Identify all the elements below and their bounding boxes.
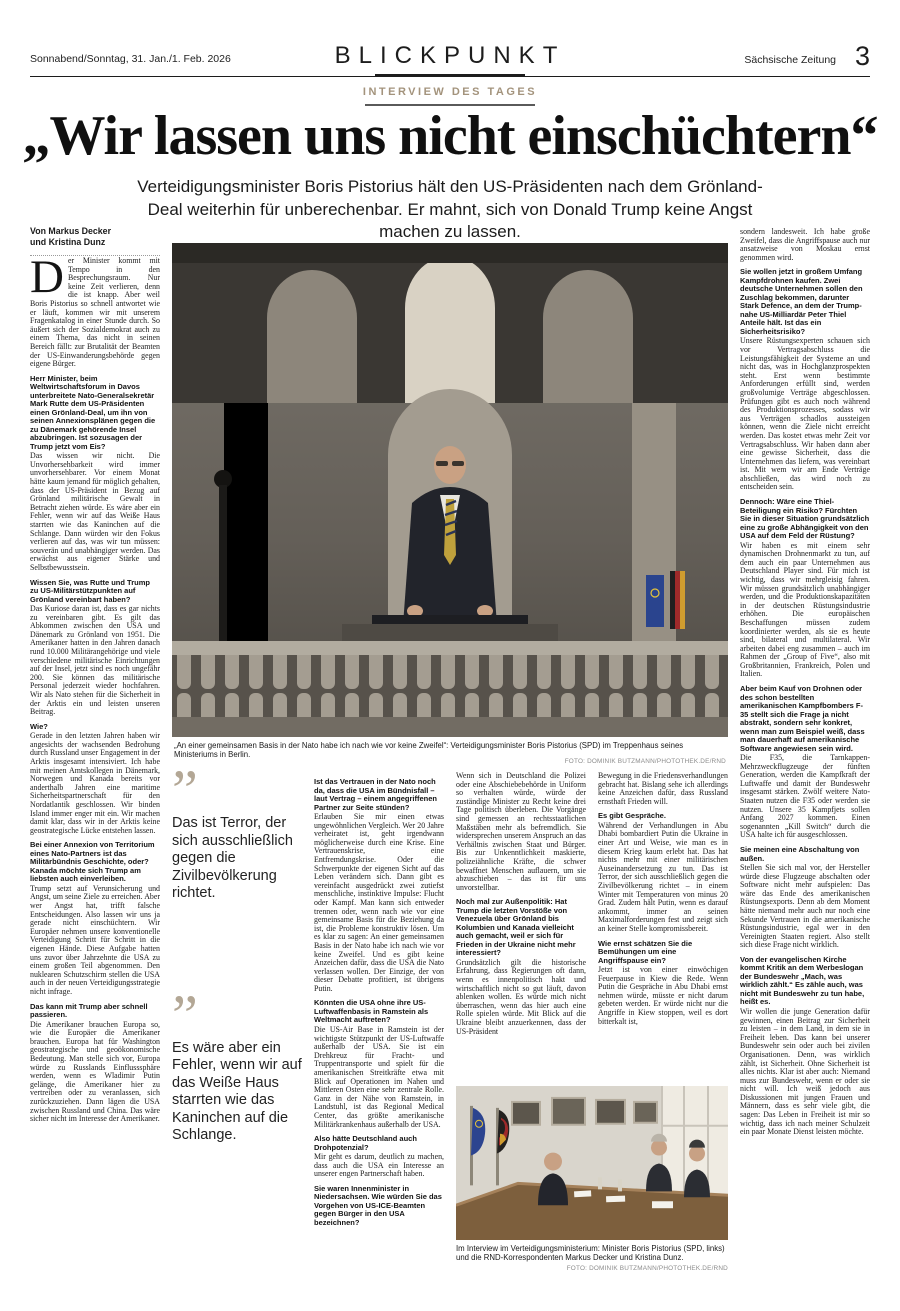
interview-answer: Trump setzt auf Verunsicherung und Angst, um seine Ziele zu erreichen. Aber wer Angst hat, trifft falsche Entscheidungen. Also lassen wir uns ja gerade nicht einschüchtern. Wir Europäer nehmen unsere konventionelle Verteidigung Schritt für Schritt in die eigenen Hände. Diese Aufgabe hatten uns zuvor über Jahrzehnte die USA zu einem großen Teil abgenommen. Den nuklearen Schutzschirm stellen die USA auch in der neuen Verteidigungsstrategie nicht infrage. [30,883,160,996]
interview-question: Sie waren Innenminister in Niedersachsen. Wie würden Sie das Vorgehen von US-ICE-Beamten gegen Bürger in den USA bezeichnen? [314,1183,442,1227]
article-column-5 [598,772,728,1078]
interview-answer: Jetzt ist von einer einwöchigen Feuerpause in Kiew die Rede. Wenn Putin die Gespräche in Abu Dhabi ernst nehmen würde, müsste er nicht darum gebeten werden. Er würde nicht nur die Angriffe in Kiew stoppen, weil es dort bitterkalt ist, [598,965,728,1026]
meeting-photo [456,1086,728,1240]
section-title: BLICKPUNKT [334,42,566,69]
balusters [172,655,728,717]
pullquote-1 [172,758,306,903]
eu-flag [646,575,664,627]
interview-question: Wissen Sie, was Rutte und Trump zu US-Militärstützpunkten auf Grönland vereinbart haben? [30,577,150,604]
kicker: INTERVIEW DES TAGES [362,86,538,98]
pullquote-column [172,758,306,1304]
article-column-6 [740,228,870,1306]
interview-question: Noch mal zur Außenpolitik: Hat Trump die letzten Vorstöße von Venezuela über Grönland bis Kolumbien und Kanada vielleicht auch gemacht, weil er sich für Frieden in der Ukraine nicht mehr interessiert? [456,897,576,958]
interview-answer: Gerade in den letzten Jahren haben wir angesichts der wachsenden Bedrohung durch Russland unser Engagement in der Arktis insgesamt intensiviert. Ich habe mit meinen Amtskollegen in Dänemark, Norwegen und Kanada bereits vor anderthalb Jahren eine maritime Sicherheitspartnerschaft für den Nordatlantik geschlossen. Wir binden Island immer enger mit ein. Wir machen damit klar, dass wir in der Arktis keine geostrategische Lücke entstehen lassen. [30,731,160,835]
interview-answer: Stellen Sie sich mal vor, der Hersteller würde diese Flugzeuge abschalten oder Software nicht mehr aufspielen: Das wäre das Ende des amerikanischen Rüstungsexports. Denn ab dem Moment hätte niemand mehr auch nur noch eine Sekunde Vertrauen in die amerikanische Rüstungsindustrie, egal wer in den Vereinigten Staaten regiert. Also stellt sich diese Frage nicht wirklich. [740,863,870,950]
photo-credit: FOTO: DOMINIK BUTZMANN/PHOTOTHEK.DE/RND [564,757,726,765]
interview-answer: Die US-Air Base in Ramstein ist der wichtigste Stützpunkt der US-Luftwaffe außerhalb der USA. Sie ist ein Drehkreuz für Fracht- und Truppentransporte und spielt für die amerikanischen Streitkräfte etwa mit Blick auf Operationen im Nahen und Mittleren Osten eine sehr zentrale Rolle. Ganz in der Nähe von Ramstein, in Landstuhl, ist das Regional Medical Center, das größte amerikanische Militärkrankenhaus außerhalb der USA. [314,1024,444,1129]
interview-answer: Grundsätzlich gilt die historische Erfahrung, dass Regierungen oft dann, wenn es innenpolitisch hakt und wirtschaftlich nicht so gut läuft, davon ablenken wollen. Es würde mich nicht überraschen, wenn das hier auch eine Rolle spielen würde. Mit Blick auf die Ukraine bleibt anzuerkennen, dass der US-Präsident [456,957,586,1036]
article-column-3 [314,772,444,1306]
byline-line1: Von Markus Decker [30,226,111,236]
photo-credit: FOTO: DOMINIK BUTZMANN/PHOTOTHEK.DE/RND [566,1264,728,1272]
meeting-photo-caption [456,1244,728,1273]
interview-answer: Die F35, die Tarnkappen-Mehrzweckflugzeuge der fünften Generation, werden die Kampfkraft der Luftwaffe und damit der Bundeswehr insgesamt stärken. Zwölf weitere Nato-Staaten nutzen die F35 oder werden sie nutzen. Unsere 35 Kampfjets sollen Anfang 2027 kommen. Einen sogenannten „Kill Switch“ durch die USA halte ich für ausgeschlossen. [740,753,870,840]
interview-question: Das kann mit Trump aber schnell passieren. [30,1001,148,1020]
byline [30,226,160,256]
interview-question: Könnten die USA ohne ihre US-Luftwaffenbasis in Ramstein als Weltmacht auftreten? [314,998,429,1025]
interview-question: Ist das Vertrauen in der Nato noch da, dass die USA im Bündnisfall – laut Vertrag – einem angegriffenen Partner zur Seite stünden? [314,777,437,812]
interview-answer: Erlauben Sie mir einen etwas ungewöhnlichen Vergleich. Wer 20 Jahre verheiratet ist, geht irgendwann möglicherweise durch eine Krise. Eine Vertrauenskrise, eine Entfremdungskrise. Oder die Schwerpunkte der eigenen Sicht auf das Leben verändern sich. Dann gibt es vereinfacht ausgedrückt zwei zutiefst menschliche, instinktive Impulse: Flucht oder Kampf. Man kann sich entweder trennen oder, wenn nach wie vor eine gemeinsame Basis für die Beziehung da ist, die Probleme konstruktiv lösen. Um es klar zu sagen: An einer gemeinsamen Basis in der Nato habe ich nach wie vor keine Zweifel. Und es gibt keine Anzeichen dafür, dass die USA die Nato verlassen wollen. Der Einzige, der von dieser Debatte profitiert, ist übrigens Putin. [314,812,444,993]
interview-answer: Mir geht es darum, deutlich zu machen, dass auch die USA ein Interesse an unserer engen Partnerschaft haben. [314,1152,444,1179]
interview-question: Herr Minister, beim Weltwirtschaftsforum in Davos unterbreitete Nato-Generalsekretär Mark Rutte dem US-Präsidenten einen Grönland-Deal, um ihn von seinen Annexionsplänen gegen die zu Dänemark gehörende Insel abzubringen. Ist sozusagen der Trump jetzt vom Eis? [30,373,156,451]
interview-question: Wie? [30,721,48,731]
headline: „Wir lassen uns nicht einschüchtern“ [22,105,878,167]
header-rule-accent [375,74,525,77]
interview-question: Von der evangelischen Kirche kommt Kritik an dem Werbeslogan der Bundeswehr „Mach, was wirklich zählt.“ Es zähle auch, was nicht mit Bundeswehr zu tun habe, heißt es. [740,954,865,1007]
interview-answer: Bewegung in die Friedensverhandlungen gebracht hat. Bislang sehe ich allerdings keine Anzeichen dafür, dass Russland ernsthaft Frieden will. [598,772,728,806]
interview-question: Aber beim Kauf von Drohnen oder des schon bestellten amerikanischen Kampfbombers F-35 stellt sich die Frage ja nicht abstrakt, sondern sehr konkret, wenn man zum Beispiel weiß, dass man dauerhaft auf amerikanische Software angewiesen sein wird. [740,684,865,753]
main-photo-caption [174,741,726,767]
article-column-1 [30,257,160,1305]
wall-pictures [512,1098,657,1125]
interview-question: Also hätte Deutschland auch Drohpotenzial? [314,1134,417,1152]
german-flag [670,571,675,629]
stairwell-photo-illustration [172,243,728,737]
interview-answer: Die Amerikaner brauchen Europa so, wie die Europäer die Amerikaner brauchen. Europa hat für Washington geostrategische und geoökonomische Bedeutung. Man stelle sich vor, Europa würde zu Russlands Einflusssphäre werden, wenn es Wladimir Putin gelänge, die Amerikaner hier zu vertreiben oder zu veranlassen, sich zurückzuziehen. Dann lägen die USA zwischen Russland und China. Das wäre sicher nicht im Interesse der Amerikaner. [30,1019,160,1124]
interview-question: Bei einer Annexion von Territorium eines Nato-Partners ist das Militärbündnis Geschichte, oder? Kanada möchte sich Trump am liebsten auch einverleiben. [30,840,155,884]
interview-answer: Wir haben es mit einem sehr dynamischen Drohnenmarkt zu tun, auf dem auch ein paar Unternehmen aus Deutschland Player sind. Für mich ist wichtig, dass wir mehrgleisig fahren. Wir müssen grundsätzlich unabhängiger werden, und die Produktionskapazitäten in der deutschen Rüstungsindustrie erhöhen. Die europäischen Beschaffungen müssen zudem koordinierter werden, als sie es heute sind, bilateral und multilateral. Wir arbeiten dabei eng zusammen – auch im Rahmen der „Group of Five“, also mit Großbritannien, Frankreich, Polen und Italien. [740,540,870,679]
interview-question: Sie meinen eine Abschaltung von außen. [740,845,860,863]
pullquote-text: Es wäre aber ein Fehler, wenn wir auf das Weiße Haus starrten wie das Kaninchen auf die Schlange. [172,1039,302,1143]
interview-answer: Wir wollen die junge Generation dafür gewinnen, einen Beitrag zur Sicherheit zu leisten – in dem Land, in dem sie in Freiheit leben. Das kann bei unserer Bundeswehr sein oder auch bei zivilen Organisationen. Denn, was wirklich zählt, ist Sicherheit. Ohne Sicherheit ist alles nichts. Klar ist aber auch: Niemand muss zur Bundeswehr, wenn er oder sie nicht will. Ich weiß jedoch aus Diskussionen mit jungen Frauen und Männern, dass es sehr viele gibt, die sagen: Das Leben in Freiheit ist mir so wichtig, dass ich nach meiner Schulzeit ein paar Monate Dienst leisten möchte. [740,1006,870,1137]
interview-answer: sondern landesweit. Ich habe große Zweifel, dass die Angriffspause auch nur ansatzweise von Moskau ernst genommen wird. [740,228,870,262]
interview-question: Es gibt Gespräche. [598,811,666,821]
paper-name: Sächsische Zeitung [744,54,836,66]
meeting-photo-illustration [456,1086,728,1240]
interview-answer: Unsere Rüstungsexperten schauen sich vor Vertragsabschluss die Leistungsfähigkeit der Systeme an und nicht das, was in Hochglanzprospekten steht. Erst wenn bestimmte Anforderungen erfüllt sind, werden großvolumige Verträge abgeschlossen. Prüfungen gibt es auch noch während des Produktionsprozesses, sodass wir aus Verträgen schadlos aussteigen können, wenn die Ziele nicht erreicht werden. Das kostet etwas mehr Zeit vor Vertragsabschluss. Wir haben dann aber eine gewisse Sicherheit, dass die Unternehmen das liefern, was vereinbart ist. Mit wem wir am Ende Verträge abschließen, das wird noch zu entscheiden sein. [740,336,870,492]
article-lead-paragraph: Der Minister kommt mit Tempo in den Besprechungsraum. Nur keine Zeit verlieren, denn die ist knapp. Aber weil Boris Pistorius so schnell antwortet wie er läuft, kommen wir mit unserem Fragenkatalog in einer Stunde durch. So äußert sich der Sozialdemokrat auch zu einem Thema, das nicht in seinen Bereich fällt: zur Brutalität der Beamten der US-Einwanderungsbehörde gegen eigene Bürger. [30,257,160,369]
interview-answer: Das wissen wir nicht. Die Unvorhersehbarkeit wird immer unvorhersehbarer. Vor einem Monat hätte kaum jemand für möglich gehalten, dass der US-Präsident in Bezug auf Grönland militärische Gewalt in Betracht ziehen würde. Es wäre aber ein Fehler, wenn wir auf das Weiße Haus starrten wie das Kaninchen auf die Schlange. Dann würden wir den Fokus verlieren auf das, was wir tun müssen: souverän und unabhängiger werden. Das erwächst aus eigener Stärke und Selbstbewusstsein. [30,451,160,572]
caption-text: „An einer gemeinsamen Basis in der Nato habe ich nach wie vor keine Zweifel“: Verteidigungsminister Boris Pistorius (SPD) im Treppenhaus seines Ministeriums in Berlin. [174,741,684,760]
article-column-4 [456,772,586,1078]
page-number: 3 [854,41,870,71]
byline-line2: und Kristina Dunz [30,237,106,248]
caption-text: Im Interview im Verteidigungsministerium: Minister Boris Pistorius (SPD, links) und die RND-Korrespondenten Markus Decker und Kristina Dunz. [456,1244,725,1263]
quote-icon: ” [172,758,198,823]
interview-answer: Während der Verhandlungen in Abu Dhabi bombardiert Putin die Ukraine in einer Art und Weise, wie man es in diesem Krieg kaum erlebt hat. Das hat nichts mehr mit einer militärischen Auseinandersetzung zu tun. Das ist Terror, der sich ausschließlich gegen die Zivilbevölkerung richtet – in einem Winter mit Temperaturen von minus 20 Grad. Zudem hält Putin, wenn es darauf ankommt, immer an seinen Maximalforderungen fest und zeigt sich an keiner Stelle kompromissbereit. [598,820,728,933]
pullquote-2 [172,982,306,1145]
quote-icon: ” [172,982,198,1048]
drop-cap: D [30,257,64,303]
lamp [219,485,227,645]
interview-question: Dennoch: Wäre eine Thiel-Beteiligung ein Risiko? Fürchten Sie in dieser Situation grundsätzlich eine zu große Abhängigkeit von den USA auf dem Feld der Rüstung? [740,497,870,541]
issue-date: Sonnabend/Sonntag, 31. Jan./1. Feb. 2026 [30,53,231,65]
landing-rail [372,615,528,624]
balustrade-rail [172,641,728,655]
pullquote-text: Das ist Terror, der sich ausschließlich gegen die Zivilbevölkerung richtet. [172,815,293,901]
standfirst: Verteidigungsminister Boris Pistorius hält den US-Präsidenten nach dem Grönland-Deal weiterhin für unberechenbar. Er mahnt, sich von Donald Trump keine Angst machen zu lassen. [137,177,763,242]
interview-question: Sie wollen jetzt in großem Umfang Kampfdrohnen kaufen. Zwei deutsche Unternehmen sollen den Zuschlag bekommen, darunter Stark Defence, an dem der Trump-nahe US-Milliardär Peter Thiel Anteile hält. Ist das ein Sicherheitsrisiko? [740,267,863,336]
main-photo [172,243,728,737]
interview-answer: Das Kuriose daran ist, dass es gar nichts zu vereinbaren gibt. Es gilt das Abkommen zwischen den USA und Dänemark zu Grönland von 1951. Die Amerikaner hatten in den Jahren danach rund 10.000 Militärangehörige und viele verschiedene militärische Einrichtungen auf der Insel, jetzt sind es noch ungefähr 200. Sie können das militärische Personal jederzeit wieder hochfahren. Wir als Nato stehen für die Sicherheit in der Arktis ein und leisten unseren Beitrag. [30,604,160,717]
interview-question: Wie ernst schätzen Sie die Bemühungen um eine Angriffspause ein? [598,938,693,965]
interview-answer: Wenn sich in Deutschland die Polizei oder eine Abschiebebehörde in Uniform so verhalten würde, würde der zuständige Minister zu Recht keine drei Tage politisch überleben. Die Vorgänge sind gemessen an rechtsstaatlichen Maßstäben mehr als befremdlich. Sie widersprechen unserem Anspruch an das Verhältnis zwischen Staat und Bürger. Bis zur Unkenntlichkeit maskierte, polizeiähnliche Kräfte, die schwer bewaffnet Menschen auflauern, um sie abzuschieben – das ist für uns unvorstellbar. [456,772,586,892]
